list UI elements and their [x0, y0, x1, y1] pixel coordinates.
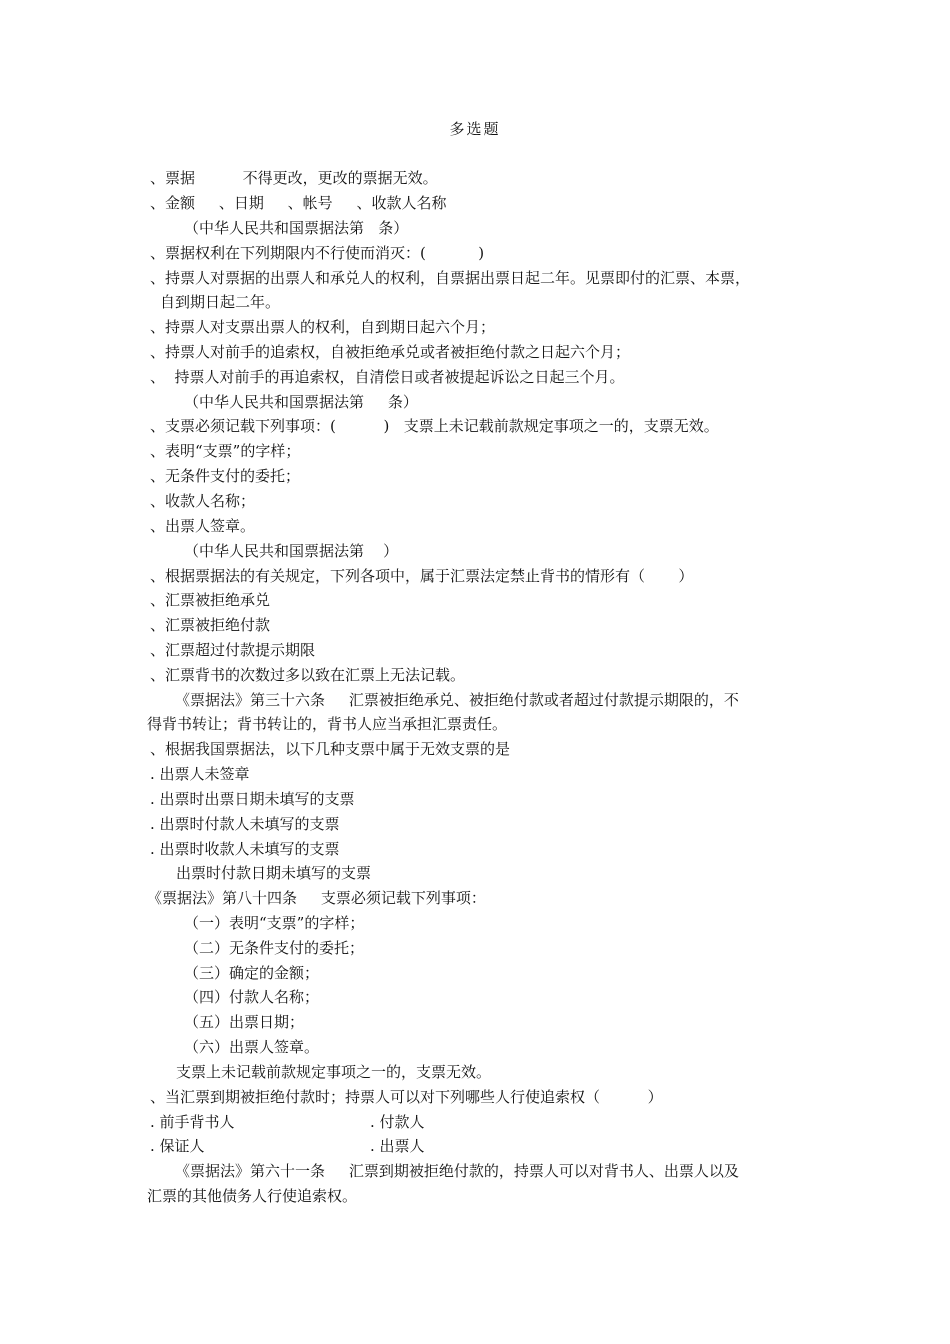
text-line: 、持票人对支票出票人的权利，自到期日起六个月； [150, 318, 496, 336]
text-line: 支票上未记载前款规定事项之一的，支票无效。 [176, 1063, 492, 1081]
text-line: 《票据法》第八十四条 支票必须记载下列事项： [147, 889, 486, 907]
text-line: （中华人民共和国票据法第 条） [184, 393, 418, 411]
text-line: 自到期日起二年。 [160, 293, 281, 311]
text-line: 得背书转让；背书转让的，背书人应当承担汇票责任。 [147, 715, 508, 733]
text-line: 、票据权利在下列期限内不行使而消灭：( ) [150, 244, 485, 262]
text-line: 、票据 不得更改，更改的票据无效。 [150, 169, 438, 187]
text-line: 汇票的其他债务人行使追索权。 [147, 1187, 358, 1205]
text-line: . 出票人 [370, 1137, 425, 1155]
text-line: （六）出票人签章。 [184, 1038, 320, 1056]
text-line: 、汇票超过付款提示期限 [150, 641, 316, 659]
text-line: 、支票必须记载下列事项：( ) 支票上未记载前款规定事项之一的，支票无效。 [150, 417, 719, 435]
document-title: 多选题 [449, 120, 501, 138]
text-line: . 出票人未签章 [150, 765, 250, 783]
text-line: . 付款人 [370, 1113, 425, 1131]
text-line: （一）表明“支票”的字样； [184, 914, 365, 932]
text-line: 、持票人对票据的出票人和承兑人的权利，自票据出票日起二年。见票即付的汇票、本票， [150, 269, 751, 287]
text-line: 、汇票被拒绝付款 [150, 616, 271, 634]
text-line: 、汇票背书的次数过多以致在汇票上无法记载。 [150, 666, 466, 684]
text-line: . 保证人 [150, 1137, 205, 1155]
text-line: （中华人民共和国票据法第 条） [184, 219, 409, 237]
text-line: 、 持票人对前手的再追索权，自清偿日或者被提起诉讼之日起三个月。 [150, 368, 625, 386]
text-line: 、收款人名称； [150, 492, 256, 510]
text-line: 出票时付款日期未填写的支票 [176, 864, 372, 882]
text-line: 、持票人对前手的追索权，自被拒绝承兑或者被拒绝付款之日起六个月； [150, 343, 631, 361]
text-line: . 出票时付款人未填写的支票 [150, 815, 340, 833]
text-line: 《票据法》第三十六条 汇票被拒绝承兑、被拒绝付款或者超过付款提示期限的，不 [175, 691, 739, 709]
text-line: . 出票时出票日期未填写的支票 [150, 790, 355, 808]
text-line: 、根据票据法的有关规定，下列各项中，属于汇票法定禁止背书的情形有（ ） [150, 567, 694, 585]
text-line: 、当汇票到期被拒绝付款时；持票人可以对下列哪些人行使追索权（ ） [150, 1088, 663, 1106]
text-line: （中华人民共和国票据法第 ） [184, 542, 399, 560]
text-line: . 出票时收款人未填写的支票 [150, 840, 340, 858]
text-line: 、根据我国票据法，以下几种支票中属于无效支票的是 [150, 740, 511, 758]
text-line: （三）确定的金额； [184, 964, 320, 982]
text-line: （二）无条件支付的委托； [184, 939, 365, 957]
text-line: 、金额 、日期 、帐号 、收款人名称 [150, 194, 447, 212]
text-line: （四）付款人名称； [184, 988, 320, 1006]
text-line: 、出票人签章。 [150, 517, 256, 535]
text-line: （五）出票日期； [184, 1013, 305, 1031]
text-line: . 前手背书人 [150, 1113, 235, 1131]
text-line: 、表明“支票”的字样； [150, 442, 301, 460]
text-line: 、汇票被拒绝承兑 [150, 591, 271, 609]
text-line: 、无条件支付的委托； [150, 467, 301, 485]
text-line: 《票据法》第六十一条 汇票到期被拒绝付款的，持票人可以对背书人、出票人以及 [175, 1162, 739, 1180]
